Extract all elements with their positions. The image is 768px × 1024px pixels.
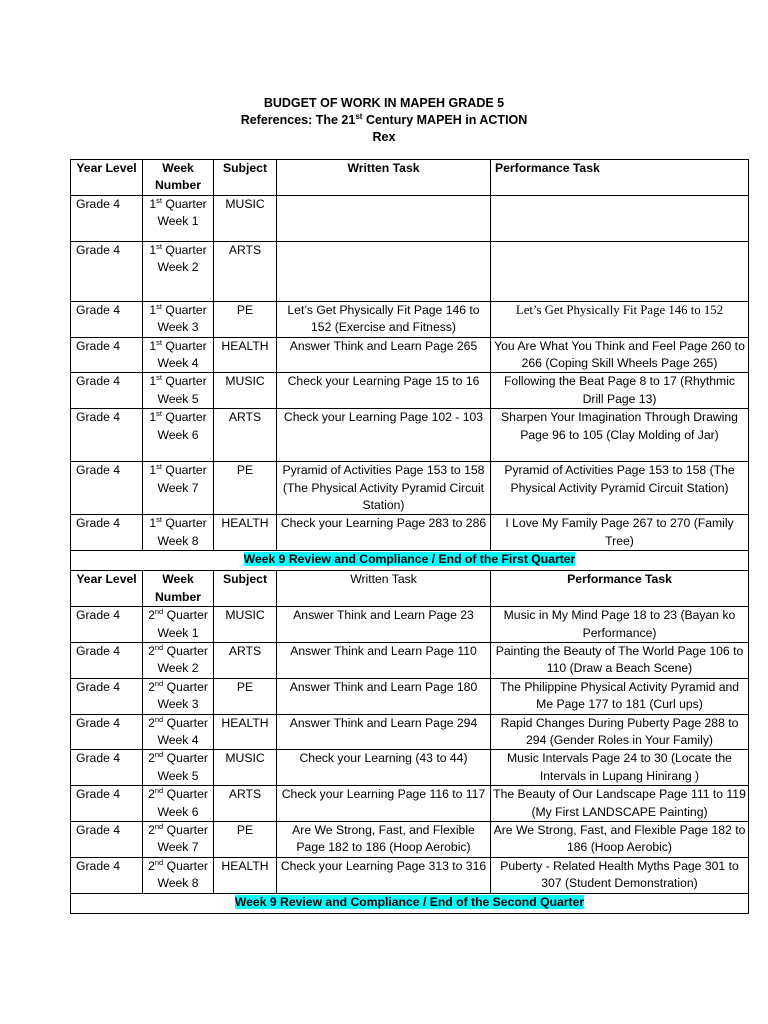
performance-task-cell: Let’s Get Physically Fit Page 146 to 152 bbox=[491, 301, 749, 337]
quarter-ordinal-suffix: nd bbox=[154, 857, 164, 867]
table-row bbox=[71, 607, 749, 643]
table-row bbox=[71, 195, 749, 241]
week-number-cell bbox=[143, 607, 214, 643]
quarter-word: Quarter bbox=[161, 338, 207, 353]
quarter-ordinal-number: 1 bbox=[149, 338, 157, 353]
header-written-task: Written Task bbox=[277, 160, 491, 196]
performance-task-cell: Music Intervals Page 24 to 30 (Locate the Intervals in Lupang Hinirang ) bbox=[491, 750, 749, 786]
written-task-cell: Check your Learning Page 102 - 103 bbox=[277, 409, 491, 462]
year-level-cell: Grade 4 bbox=[71, 337, 143, 373]
week-label: Week 1 bbox=[157, 625, 199, 640]
week-label: Week 2 bbox=[157, 661, 199, 676]
quarter-word: Quarter bbox=[163, 822, 208, 837]
written-task-cell: Check your Learning Page 283 to 286 bbox=[277, 515, 491, 551]
year-level-cell: Grade 4 bbox=[71, 373, 143, 409]
header-performance-task: Performance Task bbox=[491, 160, 749, 196]
year-level-cell: Grade 4 bbox=[71, 642, 143, 678]
year-level-cell: Grade 4 bbox=[71, 714, 143, 750]
week-number-cell bbox=[143, 301, 214, 337]
document-title: BUDGET OF WORK IN MAPEH GRADE 5 bbox=[263, 96, 505, 110]
review-cell bbox=[71, 893, 749, 913]
subject-cell: PE bbox=[214, 821, 277, 857]
written-task-cell: Check your Learning Page 116 to 117 bbox=[277, 786, 491, 822]
header-written-task: Written Task bbox=[277, 571, 491, 607]
review-row bbox=[71, 893, 749, 913]
quarter-ordinal-suffix: nd bbox=[154, 821, 164, 831]
written-task-cell: Let’s Get Physically Fit Page 146 to 152 (Exercise and Fitness) bbox=[277, 301, 491, 337]
year-level-cell: Grade 4 bbox=[71, 607, 143, 643]
quarter-word: Quarter bbox=[161, 302, 207, 317]
week-label: Week 5 bbox=[157, 391, 199, 406]
performance-task-cell: Rapid Changes During Puberty Page 288 to 294 (Gender Roles in Your Family) bbox=[491, 714, 749, 750]
quarter-label bbox=[145, 858, 211, 875]
quarter-word: Quarter bbox=[161, 516, 207, 531]
quarter-ordinal-suffix: st bbox=[156, 337, 162, 347]
week-label: Week 5 bbox=[157, 768, 199, 783]
subject-cell: MUSIC bbox=[214, 195, 277, 241]
quarter-label bbox=[145, 196, 211, 213]
table-body bbox=[71, 160, 749, 914]
quarter-ordinal-suffix: nd bbox=[154, 750, 164, 760]
written-task-cell: Check your Learning (43 to 44) bbox=[277, 750, 491, 786]
subject-cell: HEALTH bbox=[214, 515, 277, 551]
table-row bbox=[71, 750, 749, 786]
week-number-cell bbox=[143, 337, 214, 373]
written-task-cell: Check your Learning Page 313 to 316 bbox=[277, 857, 491, 893]
quarter-ordinal-suffix: st bbox=[156, 409, 162, 419]
quarter-ordinal-suffix: st bbox=[156, 241, 162, 251]
week-number-cell bbox=[143, 515, 214, 551]
quarter-label bbox=[145, 338, 211, 355]
subject-cell: ARTS bbox=[214, 409, 277, 462]
written-task-cell: Check your Learning Page 15 to 16 bbox=[277, 373, 491, 409]
quarter-ordinal-suffix: st bbox=[156, 373, 162, 383]
performance-task-cell: I Love My Family Page 267 to 270 (Family Tree) bbox=[491, 515, 749, 551]
quarter-word: Quarter bbox=[163, 608, 208, 623]
quarter-ordinal-number: 2 bbox=[148, 787, 155, 802]
week-label: Week 6 bbox=[157, 804, 199, 819]
quarter-word: Quarter bbox=[163, 858, 208, 873]
quarter-ordinal-number: 2 bbox=[148, 715, 155, 730]
written-task-cell: Are We Strong, Fast, and Flexible Page 182 to 186 (Hoop Aerobic) bbox=[277, 821, 491, 857]
review-cell bbox=[71, 551, 749, 571]
week-label: Week 4 bbox=[157, 356, 199, 371]
year-level-cell: Grade 4 bbox=[71, 195, 143, 241]
quarter-ordinal-number: 2 bbox=[148, 679, 155, 694]
quarter-label bbox=[145, 822, 211, 839]
performance-task-cell: Following the Beat Page 8 to 17 (Rhythmic Drill Page 13) bbox=[491, 373, 749, 409]
table-row bbox=[71, 515, 749, 551]
budget-of-work-table bbox=[70, 159, 749, 914]
quarter-ordinal-number: 1 bbox=[149, 196, 157, 211]
subject-cell: HEALTH bbox=[214, 337, 277, 373]
quarter-word: Quarter bbox=[163, 643, 208, 658]
references-prefix: References: The 21 bbox=[240, 113, 356, 127]
year-level-cell: Grade 4 bbox=[71, 678, 143, 714]
quarter-label bbox=[145, 409, 211, 426]
references-superscript: st bbox=[355, 111, 363, 121]
quarter-label bbox=[145, 242, 211, 259]
year-level-cell: Grade 4 bbox=[71, 515, 143, 551]
header-performance-task: Performance Task bbox=[491, 571, 749, 607]
week-label: Week 3 bbox=[157, 697, 199, 712]
header-subject: Subject bbox=[214, 571, 277, 607]
quarter-ordinal-suffix: st bbox=[156, 515, 162, 525]
quarter-word: Quarter bbox=[161, 463, 207, 478]
quarter-ordinal-suffix: nd bbox=[154, 607, 164, 617]
written-task-cell: Answer Think and Learn Page 265 bbox=[277, 337, 491, 373]
quarter-ordinal-number: 2 bbox=[148, 608, 155, 623]
week-number-cell bbox=[143, 195, 214, 241]
subject-cell: PE bbox=[214, 301, 277, 337]
year-level-cell: Grade 4 bbox=[71, 821, 143, 857]
written-task-cell bbox=[277, 241, 491, 301]
subject-cell: ARTS bbox=[214, 241, 277, 301]
written-task-cell: Answer Think and Learn Page 23 bbox=[277, 607, 491, 643]
quarter-ordinal-suffix: st bbox=[156, 301, 162, 311]
quarter-label bbox=[145, 786, 211, 803]
week-label: Week 8 bbox=[157, 533, 199, 548]
year-level-cell: Grade 4 bbox=[71, 462, 143, 515]
week-label: Week 4 bbox=[157, 732, 199, 747]
quarter-word: Quarter bbox=[161, 196, 207, 211]
table-row bbox=[71, 241, 749, 301]
week-number-cell bbox=[143, 409, 214, 462]
year-level-cell: Grade 4 bbox=[71, 786, 143, 822]
quarter-ordinal-number: 1 bbox=[149, 410, 157, 425]
week-number-cell bbox=[143, 462, 214, 515]
week-number-cell bbox=[143, 714, 214, 750]
table-row bbox=[71, 373, 749, 409]
quarter-label bbox=[145, 515, 211, 532]
week-number-cell bbox=[143, 750, 214, 786]
quarter-ordinal-number: 1 bbox=[149, 516, 157, 531]
table-row bbox=[71, 714, 749, 750]
performance-task-cell: Are We Strong, Fast, and Flexible Page 182 to 186 (Hoop Aerobic) bbox=[491, 821, 749, 857]
table-row bbox=[71, 409, 749, 462]
quarter-word: Quarter bbox=[161, 410, 207, 425]
subject-cell: ARTS bbox=[214, 786, 277, 822]
performance-task-cell: Sharpen Your Imagination Through Drawing Page 96 to 105 (Clay Molding of Jar) bbox=[491, 409, 749, 462]
quarter-label bbox=[145, 302, 211, 319]
week-number-cell bbox=[143, 373, 214, 409]
header-subject: Subject bbox=[214, 160, 277, 196]
week-number-cell bbox=[143, 821, 214, 857]
quarter-label bbox=[145, 373, 211, 390]
week-label: Week 2 bbox=[157, 260, 199, 275]
subject-cell: PE bbox=[214, 462, 277, 515]
week-number-cell bbox=[143, 678, 214, 714]
quarter-ordinal-number: 1 bbox=[149, 374, 157, 389]
quarter-label bbox=[145, 462, 211, 479]
quarter-ordinal-number: 1 bbox=[149, 302, 157, 317]
performance-task-cell bbox=[491, 195, 749, 241]
performance-task-cell bbox=[491, 241, 749, 301]
quarter-word: Quarter bbox=[163, 715, 208, 730]
performance-task-cell: Puberty - Related Health Myths Page 301 to 307 (Student Demonstration) bbox=[491, 857, 749, 893]
quarter-ordinal-number: 2 bbox=[148, 822, 155, 837]
table-header-row bbox=[71, 160, 749, 196]
quarter-ordinal-number: 1 bbox=[149, 463, 157, 478]
review-highlight-text: Week 9 Review and Compliance / End of the Second Quarter bbox=[234, 894, 585, 909]
year-level-cell: Grade 4 bbox=[71, 241, 143, 301]
week-number-cell bbox=[143, 241, 214, 301]
written-task-cell: Pyramid of Activities Page 153 to 158 (The Physical Activity Pyramid Circuit Station) bbox=[277, 462, 491, 515]
subject-cell: PE bbox=[214, 678, 277, 714]
year-level-cell: Grade 4 bbox=[71, 301, 143, 337]
document-header bbox=[0, 95, 768, 146]
week-label: Week 1 bbox=[157, 214, 199, 229]
table-row bbox=[71, 786, 749, 822]
document-references bbox=[0, 112, 768, 129]
quarter-ordinal-suffix: nd bbox=[154, 714, 164, 724]
week-label: Week 7 bbox=[157, 840, 199, 855]
performance-task-cell: The Beauty of Our Landscape Page 111 to 119 (My First LANDSCAPE Painting) bbox=[491, 786, 749, 822]
performance-task-cell: You Are What You Think and Feel Page 260 to 266 (Coping Skill Wheels Page 265) bbox=[491, 337, 749, 373]
quarter-label bbox=[145, 643, 211, 660]
quarter-ordinal-suffix: nd bbox=[154, 642, 164, 652]
written-task-cell: Answer Think and Learn Page 110 bbox=[277, 642, 491, 678]
performance-task-cell: Painting the Beauty of The World Page 106 to 110 (Draw a Beach Scene) bbox=[491, 642, 749, 678]
quarter-ordinal-number: 2 bbox=[148, 751, 155, 766]
week-number-cell bbox=[143, 857, 214, 893]
header-week-number: Week Number bbox=[143, 571, 214, 607]
table-row bbox=[71, 301, 749, 337]
quarter-word: Quarter bbox=[163, 679, 208, 694]
header-year-level: Year Level bbox=[71, 571, 143, 607]
subject-cell: HEALTH bbox=[214, 714, 277, 750]
quarter-label bbox=[145, 679, 211, 696]
written-task-cell: Answer Think and Learn Page 180 bbox=[277, 678, 491, 714]
subject-cell: MUSIC bbox=[214, 750, 277, 786]
table-row bbox=[71, 678, 749, 714]
year-level-cell: Grade 4 bbox=[71, 409, 143, 462]
performance-task-cell: The Philippine Physical Activity Pyramid and Me Page 177 to 181 (Curl ups) bbox=[491, 678, 749, 714]
header-week-number: Week Number bbox=[143, 160, 214, 196]
subject-cell: ARTS bbox=[214, 642, 277, 678]
quarter-ordinal-suffix: nd bbox=[154, 786, 164, 796]
quarter-ordinal-number: 2 bbox=[148, 643, 155, 658]
year-level-cell: Grade 4 bbox=[71, 750, 143, 786]
review-row bbox=[71, 551, 749, 571]
week-number-cell bbox=[143, 642, 214, 678]
week-label: Week 7 bbox=[157, 480, 199, 495]
quarter-label bbox=[145, 750, 211, 767]
quarter-ordinal-number: 2 bbox=[148, 858, 155, 873]
quarter-label bbox=[145, 715, 211, 732]
written-task-cell: Answer Think and Learn Page 294 bbox=[277, 714, 491, 750]
subject-cell: HEALTH bbox=[214, 857, 277, 893]
document-author: Rex bbox=[372, 130, 396, 144]
quarter-ordinal-suffix: st bbox=[156, 462, 162, 472]
review-highlight-text: Week 9 Review and Compliance / End of the First Quarter bbox=[243, 552, 576, 567]
week-label: Week 3 bbox=[157, 320, 199, 335]
performance-task-cell: Music in My Mind Page 18 to 23 (Bayan ko Performance) bbox=[491, 607, 749, 643]
week-label: Week 8 bbox=[157, 876, 199, 891]
table-row bbox=[71, 857, 749, 893]
quarter-word: Quarter bbox=[163, 751, 208, 766]
table-row bbox=[71, 642, 749, 678]
week-label: Week 6 bbox=[157, 427, 199, 442]
quarter-word: Quarter bbox=[161, 242, 207, 257]
table-row bbox=[71, 821, 749, 857]
year-level-cell: Grade 4 bbox=[71, 857, 143, 893]
quarter-ordinal-number: 1 bbox=[149, 242, 157, 257]
quarter-word: Quarter bbox=[161, 374, 207, 389]
table-row bbox=[71, 337, 749, 373]
table-header-row bbox=[71, 571, 749, 607]
performance-task-cell: Pyramid of Activities Page 153 to 158 (The Physical Activity Pyramid Circuit Station) bbox=[491, 462, 749, 515]
quarter-word: Quarter bbox=[163, 787, 208, 802]
subject-cell: MUSIC bbox=[214, 607, 277, 643]
header-year-level: Year Level bbox=[71, 160, 143, 196]
subject-cell: MUSIC bbox=[214, 373, 277, 409]
table-row bbox=[71, 462, 749, 515]
written-task-cell bbox=[277, 195, 491, 241]
week-number-cell bbox=[143, 786, 214, 822]
quarter-label bbox=[145, 607, 211, 624]
references-suffix: Century MAPEH in ACTION bbox=[362, 113, 528, 127]
quarter-ordinal-suffix: st bbox=[156, 195, 162, 205]
quarter-ordinal-suffix: nd bbox=[154, 678, 164, 688]
